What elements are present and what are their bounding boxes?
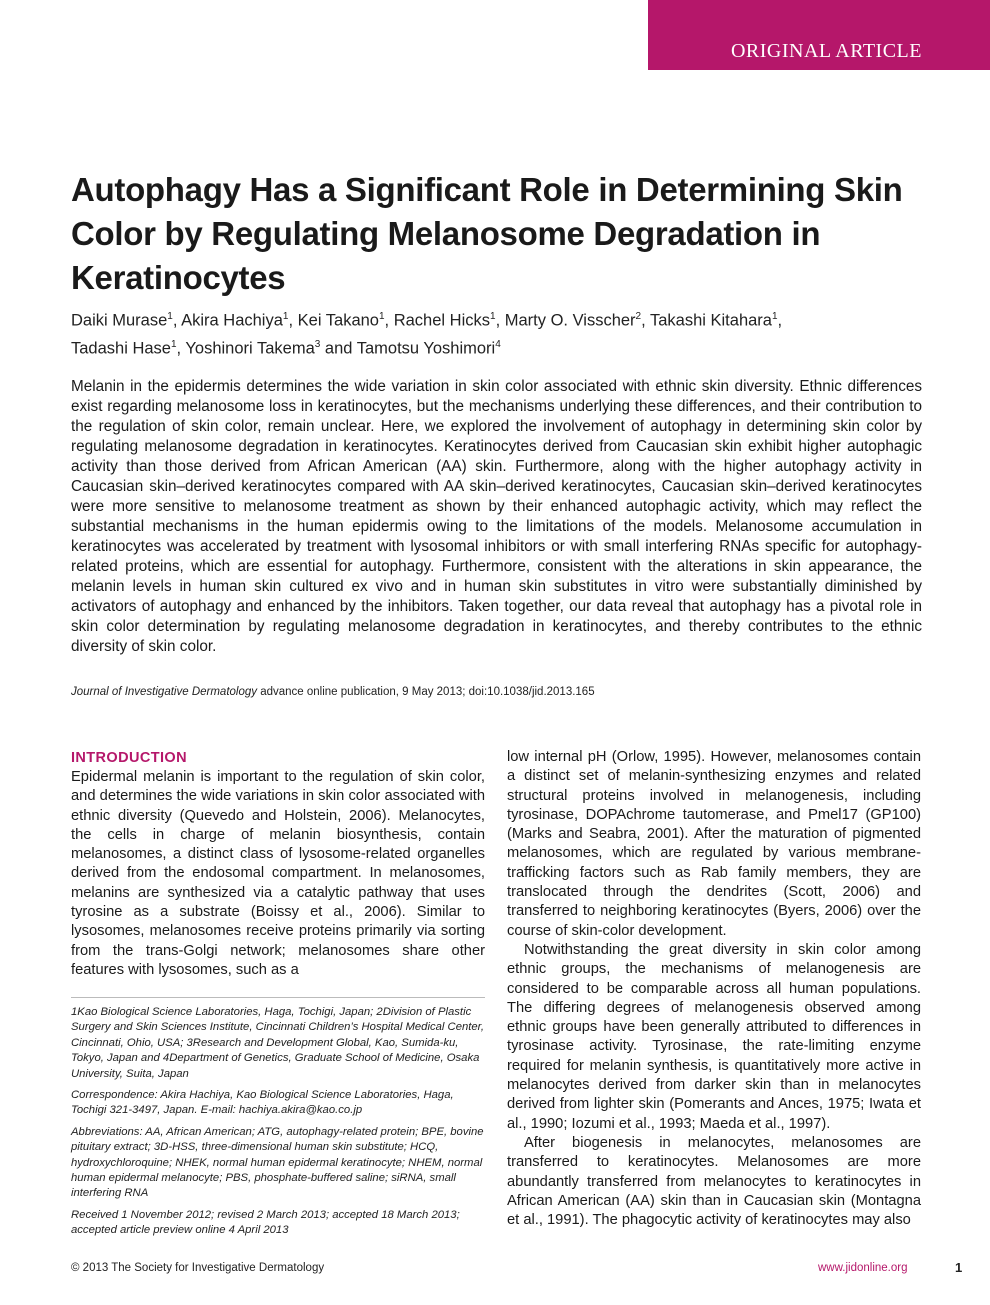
author-affiliation-marker: 3	[314, 338, 321, 350]
page-number: 1	[955, 1260, 963, 1275]
citation-details: advance online publication, 9 May 2013; doi:10.1038/jid.2013.165	[257, 686, 595, 698]
left-column	[71, 748, 485, 980]
abstract: Melanin in the epidermis determines the wide variation in skin color associated with ethnic skin diversity. Ethnic differences exist regarding melanosome loss in keratinocytes, but the mechanisms underlying these differences, and their contribution to the regulation of skin color, remain unclear. Here, we explored the involvement of autophagy in determining skin color by regulating melanosome degradation in keratinocytes. Keratinocytes derived from Caucasian skin exhibit higher autophagic activity than those derived from African American (AA) skin. Furthermore, along with the higher autophagy activity in Caucasian skin–derived keratinocytes compared with AA skin–derived keratinocytes, Caucasian skin–derived keratinocytes were more sensitive to melanosome treatment as shown by their enhanced autophagic activity, which may reflect the substantial mechanisms in the human epidermis owing to the limitations of the models. Melanosome accumulation in keratinocytes was accelerated by treatment with lysosomal inhibitors or with small interfering RNAs specific for autophagy-related proteins, which are essential for autophagy. Furthermore, consistent with the alterations in skin appearance, the melanin levels in human skin cultured ex vivo and in human skin substitutes in vitro were substantially diminished by activators of autophagy and enhanced by the inhibitors. Taken together, our data reveal that autophagy has a pivotal role in skin color determination by regulating melanosome degradation in keratinocytes, and thereby contributes to the ethnic diversity of skin color.	[71, 378, 922, 655]
journal-name: Journal of Investigative Dermatology	[71, 686, 258, 698]
author-affiliation-marker: 1	[378, 311, 385, 322]
intro-paragraph-1: Epidermal melanin is important to the regulation of skin color, and determines the wide variations in skin color associated with ethnic diversity (Quevedo and Holstein, 2006). Melanocytes, the cells in charge of melanin biosynthesis, contain melanosomes, a distinct class of lysosome-related organelles derived from the endosomal compartment. In melanosomes, melanins are synthesized via a catalytic pathway that uses tyrosine as a substrate (Boissy et al., 2006). Similar to lysosomes, melanosomes receive proteins primarily via sorting from the trans-Golgi network; melanosomes share other features with lysosomes, such as a	[71, 769, 485, 978]
author-affiliation-marker: 2	[635, 311, 642, 322]
author-name: Yoshinori Takema	[185, 339, 315, 357]
author-affiliation-marker: 4	[495, 338, 501, 350]
author-name: Marty O. Visscher	[504, 311, 636, 330]
author-list: Daiki Murase$^1$, Akira Hachiya$^1$, Kei Takano$^1$, Rachel Hicks$^1$, Marty O. Visscher$^2$, Takashi Kitahara$^1$, Tadashi Hase$^1$, Yoshinori Takema$^3$ and Tamotsu Yoshimori$^4$	[71, 311, 783, 357]
intro-paragraph-2: low internal pH (Orlow, 1995). However, melanosomes contain a distinct set of melanin-synthesizing enzymes and related structural proteins involved in melanogenesis, including tyrosinase, DOPAchrome tautomerase, and Pmel17 (GP100) (Marks and Seabra, 2001). After the maturation of pigmented melanosomes, which are regulated by various membrane-trafficking factors such as Rab family members, they are translocated through the dendrites (Scott, 2006) and transferred to neighboring keratinocytes (Byers, 2006) over the course of skin-color development.	[507, 749, 921, 939]
author-affiliation-marker: 1	[167, 311, 173, 322]
article-type-banner	[648, 0, 990, 70]
correspondence-footnote: Correspondence: Akira Hachiya, Kao Biological Science Laboratories, Haga, Tochigi 321-3497, Japan. E-mail: hachiya.akira@kao.co.jp	[71, 1089, 454, 1117]
right-column	[507, 748, 921, 1230]
intro-paragraph-4: After biogenesis in melanocytes, melanosomes are transferred to keratinocytes. Melanosomes are more abundantly transferred from melanocytes to keratinocytes in African American (AA) skin than in Caucasian skin (Montagna et al., 1991). The phagocytic activity of keratinocytes may also	[507, 1134, 921, 1229]
journal-url-link[interactable]: www.jidonline.org	[818, 1262, 908, 1274]
footnote-divider	[71, 997, 485, 998]
copyright-notice: © 2013 The Society for Investigative Dermatology	[71, 1262, 325, 1274]
intro-paragraph-3: Notwithstanding the great diversity in skin color among ethnic groups, the mechanisms of melanogenesis are considered to be comparable across all human populations. The differing degrees of melanogenesis observed among ethnic groups have been generally attributed to differences in tyrosinase activity. Tyrosinase, the rate-limiting enzyme required for melanin synthesis, is quantitatively more active in melanocytes derived from darker skin than in melanocytes derived from lighter skin (Pomerants and Ances, 1975; Iwata et al., 1990; Iozumi et al., 1993; Maeda et al., 1997).	[507, 941, 921, 1132]
author-affiliation-marker: 1	[170, 338, 177, 350]
author-name: Tadashi Hase	[71, 339, 171, 357]
footnotes	[71, 1005, 485, 1245]
author-affiliation-marker: 1	[490, 311, 496, 322]
citation-line	[71, 686, 931, 698]
author-affiliation-marker: 1	[771, 311, 778, 322]
received-footnote: Received 1 November 2012; revised 2 March 2013; accepted 18 March 2013; accepted article preview online 4 April 2013	[71, 1208, 460, 1237]
author-name: Akira Hachiya	[181, 311, 283, 330]
author-name: Daiki Murase	[71, 311, 168, 330]
article-title: Autophagy Has a Significant Role in Determining Skin Color by Regulating Melanosome Degradation in Keratinocytes	[71, 171, 903, 296]
author-name: Takashi Kitahara	[649, 311, 772, 330]
section-heading-introduction: INTRODUCTION	[71, 750, 187, 766]
author-name: Tamotsu Yoshimori	[356, 339, 496, 357]
article-type-label: ORIGINAL ARTICLE	[730, 40, 922, 62]
author-affiliation-marker: 1	[282, 311, 289, 322]
abbreviations-footnote: Abbreviations: AA, African American; ATG, autophagy-related protein; BPE, bovine pituitary extract; 3D-HSS, three-dimensional human skin substitute; HCQ, hydroxychloroquine; NHEK, normal human epidermal keratinocyte; NHEM, normal human epidermal melanocyte; PBS, phosphate-buffered saline; siRNA, small interfering RNA	[71, 1125, 484, 1200]
author-name: Rachel Hicks	[393, 311, 490, 330]
affiliations-footnote: 1Kao Biological Science Laboratories, Haga, Tochigi, Japan; 2Division of Plastic Surgery and Skin Sciences Institute, Cincinnati Children’s Hospital Medical Center, Cincinnati, Ohio, USA; 3Research and Development Global, Kao, Sumida-ku, Tokyo, Japan and 4Department of Genetics, Graduate School of Medicine, Osaka University, Suita, Japan	[71, 1006, 484, 1080]
author-name: Kei Takano	[297, 311, 379, 330]
